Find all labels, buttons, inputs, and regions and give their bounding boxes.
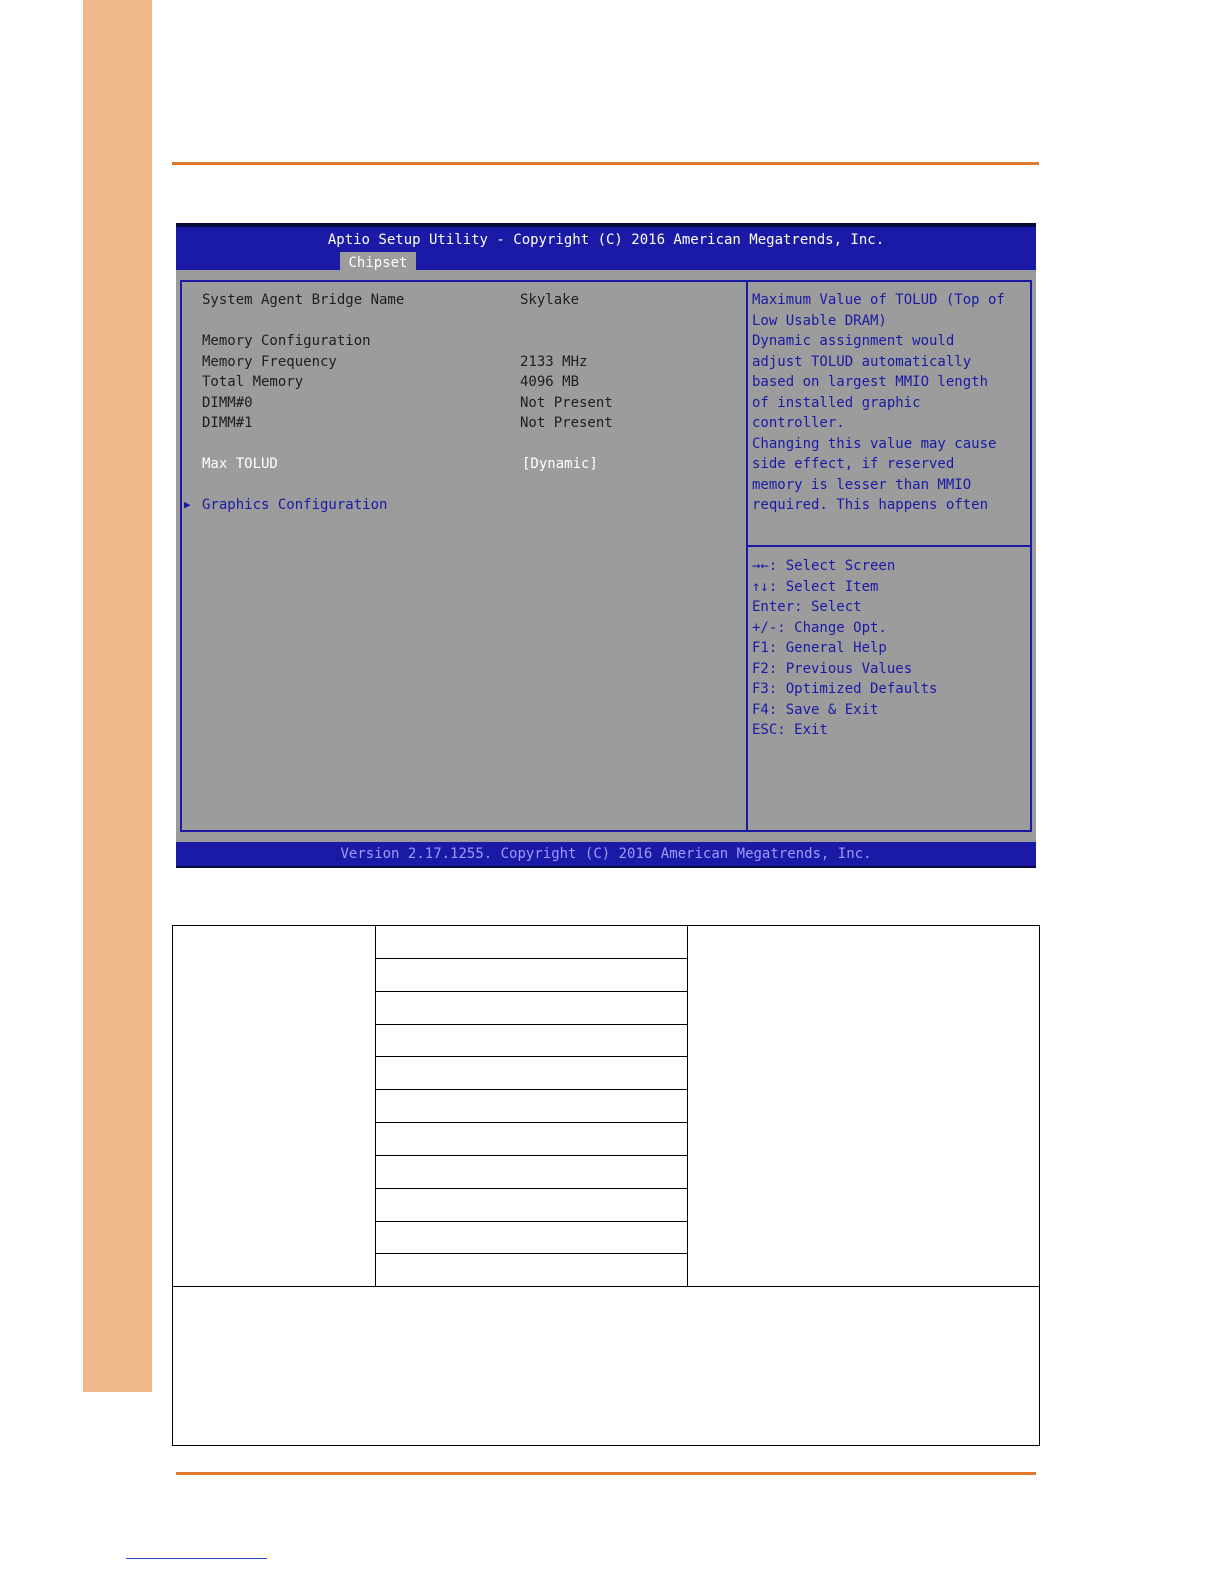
- help-line: Maximum Value of TOLUD (Top of: [752, 292, 1005, 308]
- table-cell-divider: [375, 1024, 687, 1025]
- table-col-divider: [687, 925, 688, 1286]
- row-memory-frequency-value: 2133 MHz: [520, 354, 588, 370]
- bottom-rule: [176, 1472, 1036, 1475]
- footer-link-underline: [126, 1558, 267, 1559]
- max-tolud-value[interactable]: [Dynamic]: [522, 456, 598, 472]
- table-cell-divider: [375, 1056, 687, 1057]
- row-dimm1-label: DIMM#1: [202, 415, 253, 431]
- help-line: Low Usable DRAM): [752, 313, 887, 329]
- side-band: [83, 0, 152, 1392]
- table-border: [172, 925, 1040, 1446]
- row-dimm0-value: Not Present: [520, 395, 613, 411]
- submenu-arrow-icon: ▶: [184, 498, 191, 511]
- key-select-item: ↑↓: Select Item: [752, 579, 879, 595]
- help-divider: [748, 545, 1030, 547]
- table-cell-divider: [375, 1188, 687, 1189]
- tab-chipset[interactable]: Chipset: [340, 252, 416, 274]
- table-cell-divider: [375, 1122, 687, 1123]
- bios-header: [176, 223, 1036, 270]
- key-f1: F1: General Help: [752, 640, 887, 656]
- row-total-memory-label: Total Memory: [202, 374, 304, 390]
- max-tolud-label[interactable]: Max TOLUD: [202, 456, 278, 472]
- bios-footer: Version 2.17.1255. Copyright (C) 2016 American Megatrends, Inc.: [176, 842, 1036, 868]
- help-line: memory is lesser than MMIO: [752, 477, 972, 493]
- key-change-opt: +/-: Change Opt.: [752, 620, 887, 636]
- table-col-divider: [375, 925, 376, 1286]
- row-memory-config-label: Memory Configuration: [202, 333, 371, 349]
- row-system-agent-label: System Agent Bridge Name: [202, 292, 405, 308]
- help-line: Dynamic assignment would: [752, 333, 955, 349]
- key-f4: F4: Save & Exit: [752, 702, 879, 718]
- row-memory-frequency-label: Memory Frequency: [202, 354, 337, 370]
- row-total-memory-value: 4096 MB: [520, 374, 580, 390]
- help-line: side effect, if reserved: [752, 456, 955, 472]
- row-system-agent-value: Skylake: [520, 292, 580, 308]
- key-select-screen: →←: Select Screen: [752, 558, 896, 574]
- help-line: based on largest MMIO length: [752, 374, 989, 390]
- table-cell-divider: [375, 1155, 687, 1156]
- help-line: adjust TOLUD automatically: [752, 354, 972, 370]
- help-line: controller.: [752, 415, 845, 431]
- key-esc: ESC: Exit: [752, 722, 828, 738]
- table-cell-divider: [375, 991, 687, 992]
- help-line: required. This happens often: [752, 497, 989, 513]
- key-f3: F3: Optimized Defaults: [752, 681, 938, 697]
- help-line: Changing this value may cause: [752, 436, 997, 452]
- help-line: of installed graphic: [752, 395, 921, 411]
- options-table: [172, 925, 1040, 1446]
- key-f2: F2: Previous Values: [752, 661, 913, 677]
- table-cell-divider: [375, 1253, 687, 1254]
- row-dimm0-label: DIMM#0: [202, 395, 253, 411]
- table-row-divider: [172, 1286, 1040, 1287]
- bios-title: Aptio Setup Utility - Copyright (C) 2016 American Megatrends, Inc.: [327, 232, 885, 248]
- top-rule: [172, 162, 1039, 165]
- bios-screenshot: [176, 223, 1036, 868]
- table-cell-divider: [375, 1221, 687, 1222]
- graphics-configuration-link[interactable]: Graphics Configuration: [202, 497, 388, 513]
- row-dimm1-value: Not Present: [520, 415, 613, 431]
- key-enter: Enter: Select: [752, 599, 862, 615]
- table-cell-divider: [375, 958, 687, 959]
- table-cell-divider: [375, 1089, 687, 1090]
